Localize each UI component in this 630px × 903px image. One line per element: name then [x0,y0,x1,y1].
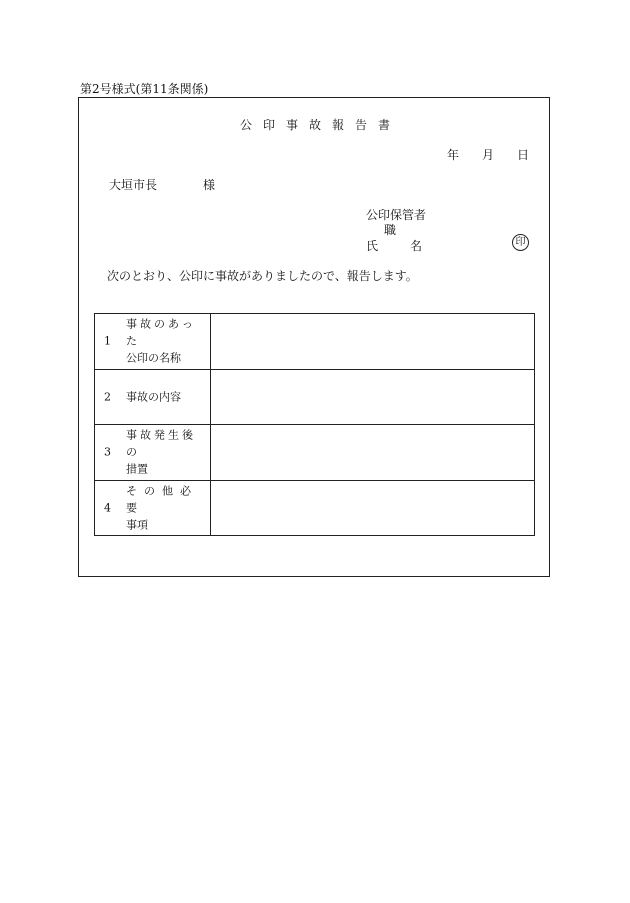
custodian-label: 公印保管者 [366,208,427,222]
row-label-line: 事項 [126,518,148,532]
form-number-label: 第2号様式(第11条関係) [80,82,209,96]
row-value-cell[interactable] [211,314,535,370]
position-label: 職 [384,223,397,237]
row-label-line: 事故の内容 [126,390,181,404]
row-number: 2 [104,390,111,404]
row-number: 3 [104,445,111,459]
date-month-label: 月 [482,148,495,162]
name-label-first: 氏 [366,239,379,253]
row-label-line: 事故のあった [126,317,196,348]
row-value-cell[interactable] [211,425,535,481]
row-label-line: その他必要 [126,484,198,515]
details-table [94,313,535,536]
body-text: 次のとおり、公印に事故がありましたので、報告します。 [107,269,418,283]
row-number: 1 [104,334,111,348]
row-label-line: 事故発生後の [126,428,196,459]
row-label-line: 公印の名称 [126,351,181,365]
table-row [95,425,535,481]
table-row [95,314,535,370]
row-label-cell [95,314,211,370]
date-year-label: 年 [447,148,460,162]
addressee-suffix: 様 [203,178,216,192]
table-row [95,480,535,536]
document-title: 公印事故報告書 [240,118,402,132]
row-label-cell [95,480,211,536]
row-value-cell[interactable] [211,480,535,536]
row-label-line: 措置 [126,462,148,476]
table-row [95,369,535,425]
row-label-cell [95,369,211,425]
addressee: 大垣市長 [109,178,158,192]
row-value-cell[interactable] [211,369,535,425]
date-day-label: 日 [517,148,530,162]
seal-mark-icon: 印 [512,234,529,251]
name-label-second: 名 [410,239,423,253]
row-number: 4 [104,501,111,515]
row-label-cell [95,425,211,481]
